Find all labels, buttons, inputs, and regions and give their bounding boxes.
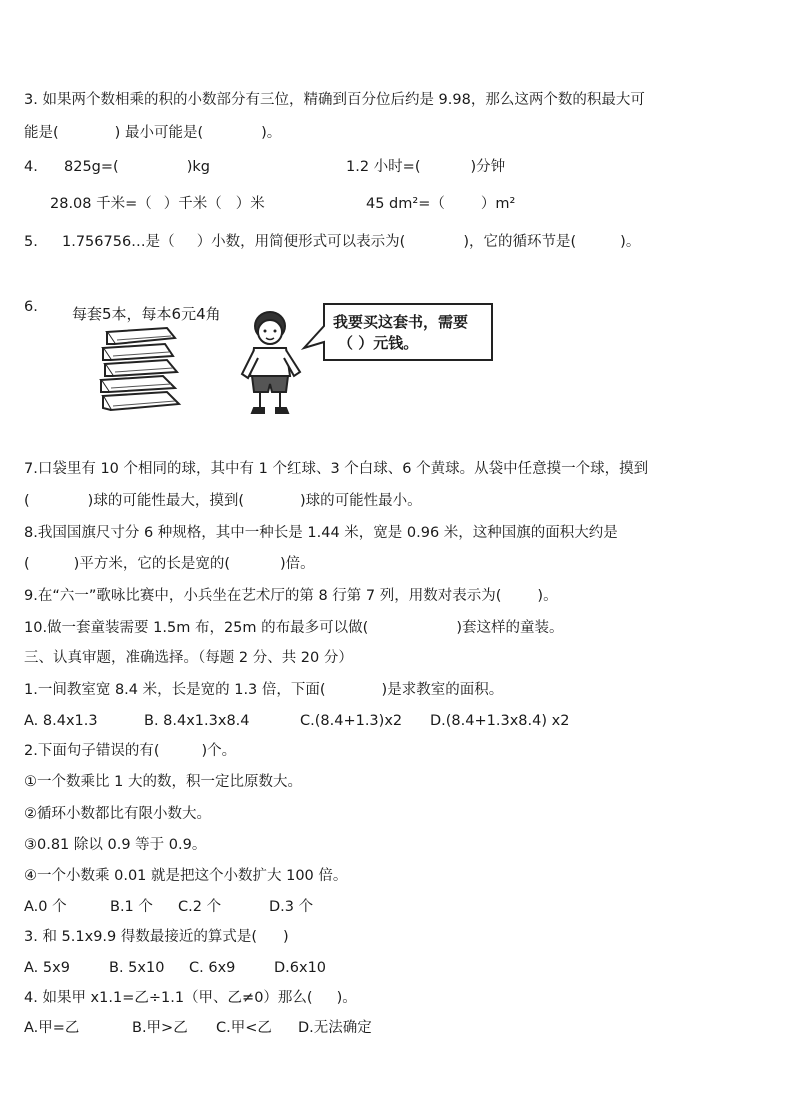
boy-shorts (252, 376, 288, 392)
q3-line1: 3. 如果两个数相乘的积的小数部分有三位，精确到百分位后约是 9.98，那么这两个数的积最大可 (24, 92, 645, 108)
q4-c-pre: 28.08 千米=（ (50, 196, 152, 212)
m4-options (24, 1019, 372, 1037)
q8-line1: 8.我国国旗尺寸分 6 种规格，其中一种长是 1.44 米，宽是 0.96 米，这种国旗的面积大约是 (24, 525, 618, 541)
m3-option-a[interactable]: A. 5x9 (24, 960, 70, 976)
section-title: 三、认真审题，准确选择。（每题 2 分、共 20 分） (24, 650, 353, 666)
m2-statement-1: ①一个数乘比 1 大的数，积一定比原数大。 (24, 774, 302, 790)
q5-text-c: )，它的循环节是( (463, 234, 577, 250)
m2-option-c[interactable]: C.2 个 (178, 899, 222, 915)
q7-text-a: ( (24, 493, 30, 509)
q10-line (24, 619, 563, 637)
q7-line1: 7.口袋里有 10 个相同的球，其中有 1 个红球、3 个白球、6 个黄球。从袋中任意摸一个球，摸到 (24, 461, 649, 477)
m2-text-a: 2.下面句子错误的有( (24, 743, 160, 759)
m4-option-b[interactable]: B.甲>乙 (132, 1020, 188, 1036)
m2-question (24, 742, 236, 760)
m1-options (24, 712, 569, 730)
q5-num: 5. (24, 234, 38, 250)
q8-text-b: )平方米，它的长是宽的( (73, 556, 230, 572)
q8-text-a: ( (24, 556, 30, 572)
q7-text-c: )球的可能性最小。 (300, 493, 422, 509)
q7-text-b: )球的可能性最大，摸到( (87, 493, 244, 509)
boy-shoes (252, 408, 288, 413)
q6-num: 6. (24, 299, 38, 315)
m1-option-a[interactable]: A. 8.4x1.3 (24, 713, 98, 729)
q4-d-pre: 45 dm²=（ (366, 196, 445, 212)
m4-question (24, 989, 357, 1007)
q4-a-post: )kg (186, 159, 210, 175)
q5-text-a: 1.756756…是（ (62, 234, 175, 250)
m4-option-d[interactable]: D.无法确定 (298, 1020, 372, 1036)
q9-text-b: )。 (537, 588, 558, 604)
m1-option-d[interactable]: D.(8.4+1.3x8.4) x2 (430, 713, 570, 729)
q8-line2 (24, 555, 315, 573)
q7-line2 (24, 492, 422, 510)
q9-line (24, 587, 558, 605)
m2-text-b: )个。 (201, 743, 237, 759)
m1-text-a: 1.一间教室宽 8.4 米，长是宽的 1.3 倍，下面( (24, 682, 326, 698)
q3-text-c: )。 (261, 125, 282, 141)
q4-grams (64, 158, 210, 176)
q4-b-pre: 1.2 小时=( (346, 159, 421, 175)
m3-question (24, 928, 289, 946)
m1-option-b[interactable]: B. 8.4x1.3x8.4 (144, 713, 250, 729)
q4-hours (346, 158, 505, 176)
q8-text-c: )倍。 (280, 556, 315, 572)
books-illustration (95, 326, 195, 412)
m4-text-b: )。 (336, 990, 357, 1006)
m1-option-c[interactable]: C.(8.4+1.3)x2 (300, 713, 403, 729)
m2-options (24, 898, 313, 916)
q3-line2 (24, 124, 281, 142)
m4-option-c[interactable]: C.甲<乙 (216, 1020, 272, 1036)
q5-text-d: )。 (620, 234, 641, 250)
m4-option-a[interactable]: A.甲=乙 (24, 1020, 80, 1036)
q4-b-post: )分钟 (470, 159, 506, 175)
q5-line (62, 233, 640, 251)
book-5 (103, 392, 179, 410)
m3-text-b: ) (283, 929, 289, 945)
q4-a-pre: 825g=( (64, 159, 119, 175)
m2-option-a[interactable]: A.0 个 (24, 899, 67, 915)
q3-text-a: 能是( (24, 125, 59, 141)
q4-c-post: ）米 (235, 196, 265, 212)
m2-statement-4: ④一个小数乘 0.01 就是把这个小数扩大 100 倍。 (24, 868, 348, 884)
q9-text-a: 9.在“六一”歌咏比赛中，小兵坐在艺术厅的第 8 行第 7 列，用数对表示为( (24, 588, 502, 604)
q4-num: 4. (24, 159, 38, 175)
boy-face (258, 320, 282, 344)
q4-c-mid: ）千米（ (163, 196, 222, 212)
m2-option-b[interactable]: B.1 个 (110, 899, 153, 915)
q4-d-post: ）m² (480, 196, 516, 212)
m2-statement-3: ③0.81 除以 0.9 等于 0.9。 (24, 837, 207, 853)
m1-question (24, 681, 503, 699)
m3-option-b[interactable]: B. 5x10 (109, 960, 165, 976)
q4-km (50, 195, 265, 213)
m2-option-d[interactable]: D.3 个 (269, 899, 314, 915)
m1-text-b: )是求教室的面积。 (381, 682, 504, 698)
speech-bubble (300, 302, 496, 364)
q4-dm (366, 195, 515, 213)
q10-text-a: 10.做一套童装需要 1.5m 布，25m 的布最多可以做( (24, 620, 369, 636)
m4-text-a: 4. 如果甲 x1.1=乙÷1.1（甲、乙≠0）那么( (24, 990, 313, 1006)
q5-text-b: ）小数，用简便形式可以表示为( (196, 234, 406, 250)
m3-options (24, 959, 326, 977)
q10-text-b: )套这样的童装。 (456, 620, 564, 636)
m3-text-a: 3. 和 5.1x9.9 得数最接近的算式是( (24, 929, 258, 945)
q3-text-b: ) 最小可能是( (114, 125, 204, 141)
m3-option-c[interactable]: C. 6x9 (189, 960, 236, 976)
q6-caption: 每套5本，每本6元4角 (72, 305, 221, 323)
m2-statement-2: ②循环小数都比有限小数大。 (24, 806, 211, 822)
bubble-line1: 我要买这套书，需要 (333, 313, 469, 331)
m3-option-d[interactable]: D.6x10 (274, 960, 327, 976)
bubble-line2: （ ）元钱。 (338, 334, 419, 352)
